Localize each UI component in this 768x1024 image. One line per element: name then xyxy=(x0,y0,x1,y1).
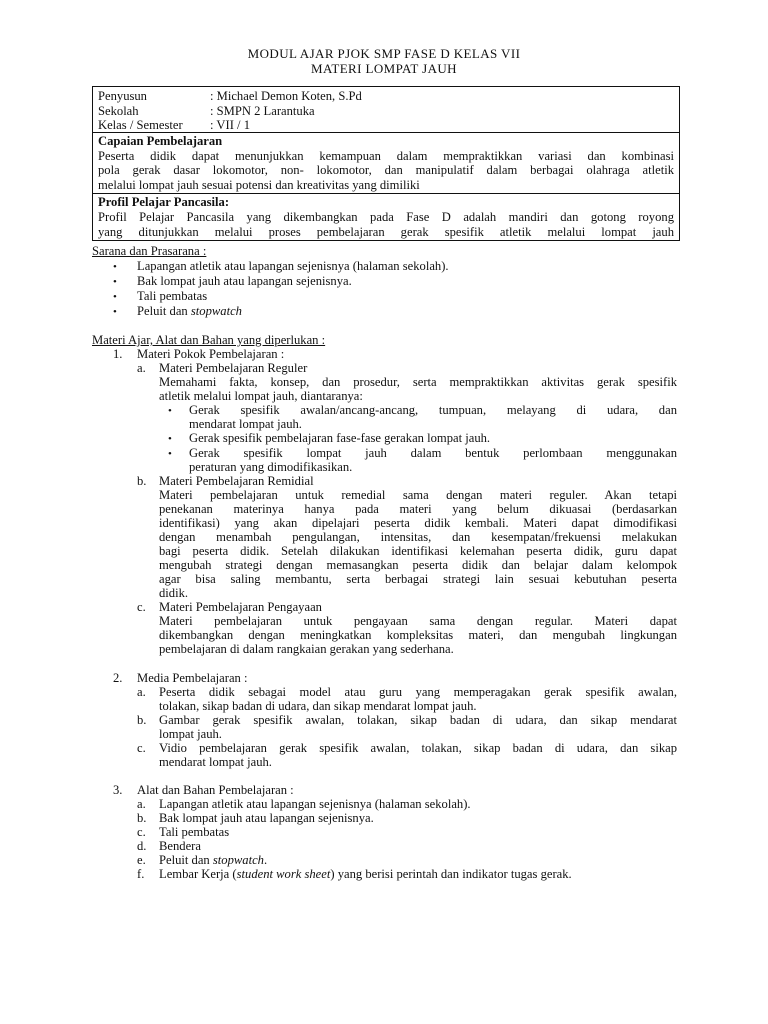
alat-item: Lapangan atletik atau lapangan sejenisnya (halaman sekolah). xyxy=(159,797,471,811)
capaian-line-3: melalui lompat jauh sesuai potensi dan kreativitas yang dimiliki xyxy=(98,177,420,192)
materi-pokok-title: Materi Pokok Pembelajaran : xyxy=(137,347,285,361)
list-letter: e. xyxy=(137,853,146,867)
remidial-title: Materi Pembelajaran Remidial xyxy=(159,474,314,488)
alat-item xyxy=(159,853,267,868)
list-number: 1. xyxy=(113,347,123,361)
alat-title: Alat dan Bahan Pembelajaran : xyxy=(137,783,294,797)
alat-item xyxy=(159,867,572,882)
alat-item-text: Lembar Kerja ( xyxy=(159,867,237,881)
media-c-line-1: Vidio pembelajaran gerak spesifik awalan, tolakan, sikap badan di udara, dan sikap xyxy=(159,741,677,755)
list-letter: a. xyxy=(137,797,146,811)
list-letter: d. xyxy=(137,839,147,853)
remidial-line: didik. xyxy=(159,586,189,600)
penyusun-label: Penyusun xyxy=(98,89,147,103)
sarana-item: Tali pembatas xyxy=(137,289,208,303)
media-a-line-2: tolakan, sikap badan di udara, dan sikap mendarat lompat jauh. xyxy=(159,699,477,713)
alat-item-italic: student work sheet xyxy=(236,867,331,881)
remidial-line: bagi peserta didik. Setelah dilakukan identifikasi kelemahan peserta didik, guru dapat xyxy=(159,544,677,558)
sarana-item-text: Peluit dan xyxy=(137,304,191,318)
materi-heading: Materi Ajar, Alat dan Bahan yang diperlukan : xyxy=(92,333,326,347)
capaian-line-2: pola gerak dasar lokomotor, non- lokomotor, dan manipulatif dalam berbagai olahraga atletik xyxy=(98,163,674,178)
remidial-line: penekanan materinya hanya pada materi yang belum dikuasai (berdasarkan xyxy=(159,502,677,516)
reguler-bullet-2: Gerak spesifik pembelajaran fase-fase gerakan lompat jauh. xyxy=(189,431,491,445)
sarana-item: Bak lompat jauh atau lapangan sejenisnya. xyxy=(137,274,352,288)
bullet-icon: • xyxy=(168,433,172,445)
reguler-title: Materi Pembelajaran Reguler xyxy=(159,361,308,375)
penyusun-value: : Michael Demon Koten, S.Pd xyxy=(210,89,362,103)
kelas-row xyxy=(93,118,679,132)
alat-item-italic: stopwatch xyxy=(212,853,264,867)
remidial-line: agar bisa saling membantu, serta berbagai strategi lain sesuai kebutuhan peserta xyxy=(159,572,677,586)
list-letter: f. xyxy=(137,867,145,881)
sekolah-row xyxy=(93,104,679,119)
alat-item: Bak lompat jauh atau lapangan sejenisnya. xyxy=(159,811,374,825)
media-a-line-1: Peserta didik sebagai model atau guru yang memperagakan gerak spesifik awalan, xyxy=(159,685,677,699)
reguler-line-1: Memahami fakta, konsep, dan prosedur, serta mempraktikkan aktivitas gerak spesifik xyxy=(159,375,677,389)
remidial-line: mengubah strategi dengan memasangkan peserta didik dan belajar dalam kelompok xyxy=(159,558,677,572)
sekolah-value: : SMPN 2 Larantuka xyxy=(210,103,315,118)
document-title: MODUL AJAR PJOK SMP FASE D KELAS VII xyxy=(247,46,521,61)
reguler-bullet-1-line-2: mendarat lompat jauh. xyxy=(189,417,302,431)
bullet-icon: • xyxy=(168,448,172,460)
capaian-heading: Capaian Pembelajaran xyxy=(98,134,223,148)
pengayaan-title: Materi Pembelajaran Pengayaan xyxy=(159,600,322,614)
list-letter: c. xyxy=(137,825,146,839)
capaian-line-1: Peserta didik dapat menunjukkan kemampuan dalam mempraktikkan variasi dan kombinasi xyxy=(98,148,674,163)
list-letter: b. xyxy=(137,474,147,488)
profil-heading: Profil Pelajar Pancasila: xyxy=(98,195,230,210)
remidial-line: identifikasi) yang akan dipelajari peserta didik kembali. Materi dapat dimodifikasi xyxy=(159,516,677,530)
list-number: 3. xyxy=(113,783,123,797)
capaian-section xyxy=(93,132,679,193)
list-letter: b. xyxy=(137,713,147,727)
kelas-value: : VII / 1 xyxy=(210,118,250,132)
document-subtitle: MATERI LOMPAT JAUH xyxy=(311,61,457,76)
list-letter: b. xyxy=(137,811,147,825)
alat-item-tail: ) yang berisi perintah dan indikator tugas gerak. xyxy=(330,867,572,881)
media-b-line-2: lompat jauh. xyxy=(159,727,222,741)
list-letter: a. xyxy=(137,361,146,375)
sarana-item-italic: stopwatch xyxy=(190,304,242,318)
media-b-line-1: Gambar gerak spesifik awalan, tolakan, sikap badan di udara, dan sikap mendarat xyxy=(159,713,677,727)
remidial-line: Materi pembelajaran untuk remedial sama dengan materi reguler. Akan tetapi xyxy=(159,488,677,502)
kelas-label: Kelas / Semester xyxy=(98,118,183,132)
alat-item-text: Peluit dan xyxy=(159,853,213,867)
profil-section xyxy=(93,193,679,240)
list-letter: a. xyxy=(137,685,146,699)
list-number: 2. xyxy=(113,671,123,685)
pengayaan-line: Materi pembelajaran untuk pengayaan sama dengan regular. Materi dapat xyxy=(159,614,677,628)
profil-line-1: Profil Pelajar Pancasila yang dikembangkan pada Fase D adalah mandiri dan gotong royong xyxy=(98,209,674,224)
penyusun-row xyxy=(93,89,679,104)
reguler-bullet-3-line-2: peraturan yang dimodifikasikan. xyxy=(189,460,353,474)
sarana-item xyxy=(137,304,242,319)
sarana-item: Lapangan atletik atau lapangan sejenisnya (halaman sekolah). xyxy=(137,259,449,273)
bullet-icon: • xyxy=(113,306,117,318)
remidial-line: dengan menambah pengulangan, intensitas, dan kesempatan/frekuensi melakukan xyxy=(159,530,677,544)
bullet-icon: • xyxy=(113,291,117,303)
bullet-icon: • xyxy=(168,405,172,417)
list-letter: c. xyxy=(137,600,146,614)
media-c-line-2: mendarat lompat jauh. xyxy=(159,755,272,769)
alat-item: Tali pembatas xyxy=(159,825,230,839)
reguler-bullet-1-line-1: Gerak spesifik awalan/ancang-ancang, tumpuan, melayang di udara, dan xyxy=(189,403,677,417)
sekolah-label: Sekolah xyxy=(98,103,139,118)
profil-line-2: yang ditunjukkan melalui proses pembelajaran gerak spesifik atletik melalui lompat jauh xyxy=(98,224,674,239)
alat-item-tail: . xyxy=(263,853,268,867)
reguler-line-2: atletik melalui lompat jauh, diantaranya: xyxy=(159,389,363,403)
sarana-heading: Sarana dan Prasarana : xyxy=(92,244,207,258)
list-letter: c. xyxy=(137,741,146,755)
bullet-icon: • xyxy=(113,276,117,288)
alat-item: Bendera xyxy=(159,839,201,853)
reguler-bullet-3-line-1: Gerak spesifik lompat jauh dalam bentuk perlombaan menggunakan xyxy=(189,446,677,460)
pengayaan-line: pembelajaran di dalam rangkaian gerakan yang sederhana. xyxy=(159,642,454,656)
media-title: Media Pembelajaran : xyxy=(137,671,248,685)
pengayaan-line: dikembangkan dengan meningkatkan kompleksitas materi, dan mengubah lingkungan xyxy=(159,628,677,642)
info-table xyxy=(92,86,680,241)
bullet-icon: • xyxy=(113,261,117,273)
